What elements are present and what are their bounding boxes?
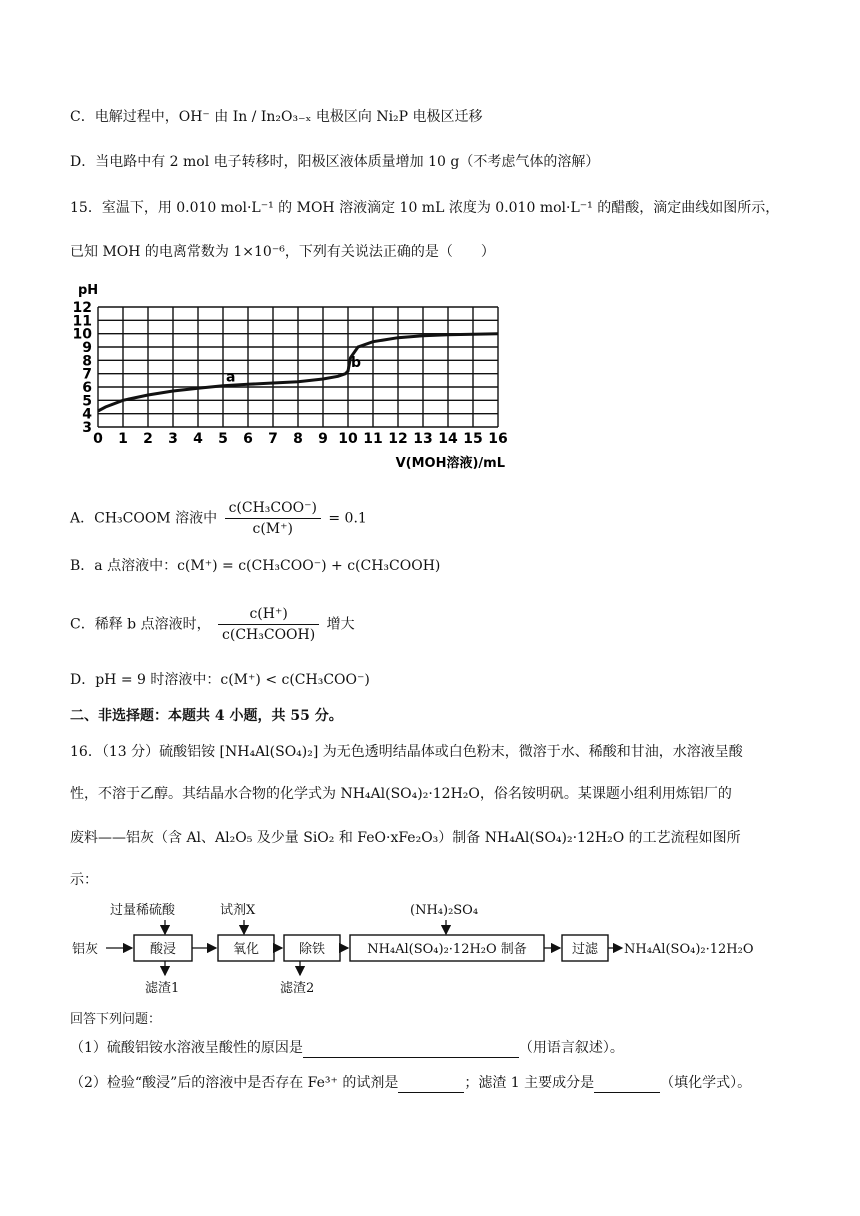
q14-option-d: D．当电路中有 2 mol 电子转移时，阳极区液体质量增加 10 g（不考虑气体的溶解） [70, 154, 600, 170]
q15-option-b: B．a 点溶液中：c(M⁺) = c(CH₃COO⁻) + c(CH₃COOH) [70, 558, 441, 574]
y-tick-label: 7 [82, 366, 92, 383]
x-tick-label: 15 [463, 431, 483, 447]
flow-box3-label: 除铁 [298, 942, 326, 957]
q15-stem-line1: 15．室温下，用 0.010 mol·L⁻¹ 的 MOH 溶液滴定 10 mL 浓度为 0.010 mol·L⁻¹ 的醋酸，滴定曲线如图所示， [70, 200, 780, 216]
q16-line4: 示： [70, 872, 98, 888]
flow-box2-label: 氧化 [232, 942, 260, 957]
option-c-fraction: $\frac{c(H^+)}{\text{c(CH₃COOH)}}$ [218, 604, 319, 645]
question-1: （1）硫酸铝铵水溶液呈酸性的原因是 （用语言叙述）。 [70, 1040, 624, 1056]
answers-intro: 回答下列问题： [70, 1012, 162, 1027]
flow-bottom-label-1: 滤渣1 [145, 981, 180, 996]
q16-line2: 性，不溶于乙醇。其结晶水合物的化学式为 NH₄Al(SO₄)₂·12H₂O，俗名铵明矾。某课题小组利用炼铝厂的 [70, 786, 732, 802]
option-a-fraction: $\frac{\text{c(CH₃COO⁻)}}{c(M^+)}$ [225, 498, 321, 539]
q15-option-a: A．CH₃COOM 溶液中 $\frac{\text{c(CH₃COO⁻)}}{c(M^+)}$ = 0.1 [70, 500, 367, 537]
q15-stem-line2: 已知 MOH 的电离常数为 1×10⁻⁶，下列有关说法正确的是（ ） [70, 244, 495, 260]
chart-grid [98, 307, 498, 427]
x-tick-label: 9 [318, 431, 328, 447]
answer-blank-3[interactable] [594, 1076, 660, 1093]
y-tick-label: 5 [82, 393, 92, 410]
q15-option-c: C．稀释 b 点溶液时， $\frac{c(H^+)}{\text{c(CH₃COOH)}}$ 增大 [70, 606, 355, 643]
q15-option-d: D．pH = 9 时溶液中：c(M⁺) < c(CH₃COO⁻) [70, 672, 370, 688]
y-tick-label: 6 [82, 380, 92, 396]
x-tick-label: 16 [488, 431, 508, 447]
question-2: （2）检验“酸浸”后的溶液中是否存在 Fe³⁺ 的试剂是 ；滤渣 1 主要成分是 （填化学式）。 [70, 1075, 752, 1091]
x-tick-label: 4 [193, 431, 203, 447]
x-tick-label: 7 [268, 431, 278, 447]
x-tick-label: 2 [143, 431, 153, 447]
flow-box5-label: 过滤 [571, 942, 599, 957]
point-label-b: b [351, 355, 362, 371]
q14-option-c: C．电解过程中，OH⁻ 由 In / In₂O₃₋ₓ 电极区向 Ni₂P 电极区迁移 [70, 109, 483, 125]
x-tick-label: 12 [388, 431, 408, 447]
x-tick-label: 0 [93, 431, 103, 447]
flow-end-product: NH₄Al(SO₄)₂·12H₂O [624, 942, 754, 957]
x-tick-label: 8 [293, 431, 303, 447]
y-tick-label: 3 [82, 420, 92, 436]
x-tick-label: 11 [363, 431, 383, 447]
x-tick-label: 13 [413, 431, 433, 447]
flow-start: 铝灰 [72, 942, 99, 957]
y-tick-label: 8 [82, 353, 92, 370]
section-heading: 二、非选择题：本题共 4 小题，共 55 分。 [70, 708, 343, 724]
chart-ylabel: pH [78, 283, 99, 298]
x-tick-label: 5 [218, 431, 228, 447]
process-flowchart [70, 898, 790, 998]
y-tick-label: 11 [72, 313, 92, 330]
x-tick-label: 6 [243, 431, 253, 447]
point-label-a: a [226, 369, 236, 386]
y-tick-label: 12 [72, 300, 92, 316]
flow-bottom-label-2: 滤渣2 [280, 981, 315, 996]
flow-box4-label: NH₄Al(SO₄)₂·12H₂O 制备 [367, 942, 527, 957]
x-tick-label: 10 [338, 431, 358, 447]
answer-blank-1[interactable] [303, 1041, 519, 1058]
flow-top-label-1: 过量稀硫酸 [110, 903, 176, 918]
flow-top-label-3: (NH₄)₂SO₄ [410, 903, 479, 918]
y-tick-label: 10 [72, 326, 92, 343]
q16-line1: 16．（13 分）硫酸铝铵 [NH₄Al(SO₄)₂] 为无色透明结晶体或白色粉末，微溶于水、稀酸和甘油，水溶液呈酸 [70, 744, 743, 760]
q16-line3: 废料——铝灰（含 Al、Al₂O₅ 及少量 SiO₂ 和 FeO·xFe₂O₃）制备 NH₄Al(SO₄)₂·12H₂O 的工艺流程如图所 [70, 830, 741, 846]
chart-xlabel: V(MOH溶液)/mL [395, 456, 505, 471]
y-tick-label: 9 [82, 340, 92, 356]
answer-blank-2[interactable] [398, 1076, 464, 1093]
x-tick-label: 3 [168, 431, 178, 447]
y-tick-label: 4 [82, 406, 92, 423]
titration-chart [70, 282, 520, 472]
x-tick-label: 14 [438, 431, 458, 447]
x-tick-label: 1 [118, 431, 128, 447]
flow-top-label-2: 试剂X [220, 903, 256, 918]
flow-box1-label: 酸浸 [149, 942, 177, 957]
